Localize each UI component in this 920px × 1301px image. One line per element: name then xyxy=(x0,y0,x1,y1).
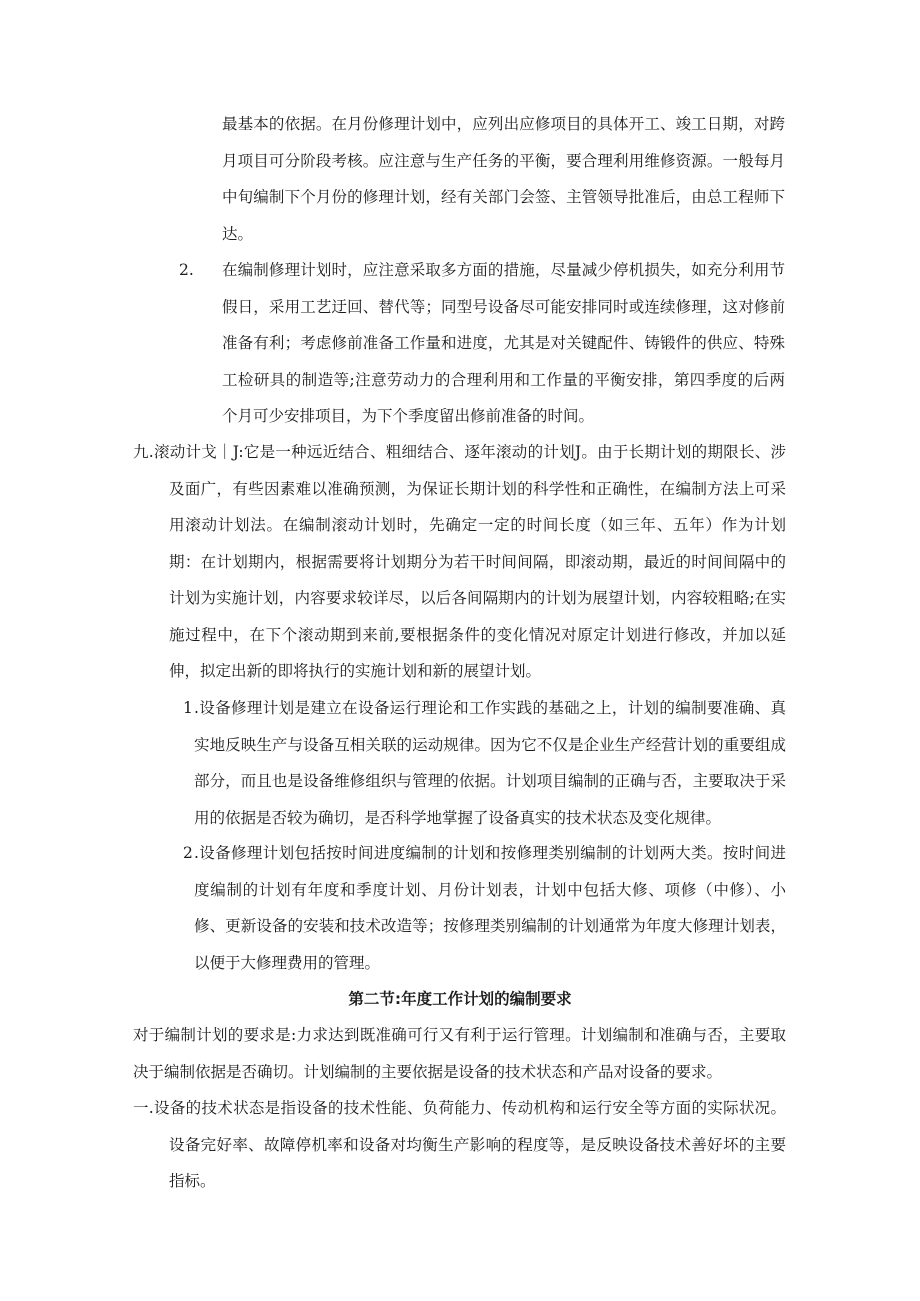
section-nine-paragraph: 九.滚动计戈｜J:它是一种远近结合、粗细结合、逐年滚动的计划J。由于长期计划的期限长、涉及面广，有些因素难以准确预测，为保证长期计划的科学性和正确性，在编制方法上可采用滚动计划法。在编制滚动计划时，先确定一定的时间长度（如三年、五年）作为计划期：在计划期内，根据需要将计划期分为若干时间间隔，即滚动期，最近的时间间隔中的计划为实施计划，内容要求较详尽，以后各间隔期内的计划为展望计划，内容较粗略;在实施过程中，在下个滚动期到来前,要根据条件的变化情况对原定计划进行修改，并加以延伸，拟定出新的即将执行的实施计划和新的展望计划。 xyxy=(133,443,786,680)
point-marker-1: 1 xyxy=(183,699,193,717)
list-item-2-text: 在编制修理计划时，应注意采取多方面的措施，尽量减少停机损失，如充分利用节假日，采用工艺迂回、替代等；同型号设备尽可能安排同时或连续修理，这对修前准备有利；考虑修前准备工作量和进度，尤其是对关键配件、铸锻件的供应、特殊工检研具的制造等;注意劳动力的合理利用和工作量的平衡安排，第四季度的后两个月可少安排项目，为下个季度留出修前准备的时间。 xyxy=(222,261,785,425)
list-marker-2: 2. xyxy=(179,261,194,279)
point-marker-2: 2 xyxy=(183,844,193,862)
section-heading: 第二节:年度工作计划的编制要求 xyxy=(348,990,572,1008)
section-intro-paragraph: 对于编制计划的要求是:力求达到既准确可行又有利于运行管理。计划编制和准确与否，主要取决于编制依据是否确切。计划编制的主要依据是设备的技术状态和产品对设备的要求。 xyxy=(133,1026,786,1081)
section-item-1-paragraph: 一.设备的技术状态是指设备的技术性能、负荷能力、传动机构和运行安全等方面的实际状况。设备完好率、故障停机率和设备对均衡生产影响的程度等，是反映设备技术善好坏的主要指标。 xyxy=(133,1099,786,1190)
point-1-text: .设备修理计划是建立在设备运行理论和工作实践的基础之上，计划的编制要准确、真实地反映生产与设备互相关联的运动规律。因为它不仅是企业生产经营计划的重要组成部分，而且也是设备维修组织与管理的依据。计划项目编制的正确与否，主要取决于采用的依据是否较为确切，是否科学地掌握了设备真实的技术状态及变化规律。 xyxy=(194,699,786,827)
continuation-paragraph: 最基本的依据。在月份修理计划中，应列出应修项目的具体开工、竣工日期，对跨月项目可分阶段考核。应注意与生产任务的平衡，要合理利用维修资源。一般每月中旬编制下个月份的修理计划，经有关部门会签、主管领导批准后，由总工程师下达。 xyxy=(222,115,785,243)
point-2-text: .设备修理计划包括按时间进度编制的计划和按修理类别编制的计划两大类。按时间进度编制的计划有年度和季度计划、月份计划表，计划中包括大修、项修（中修）、小修、更新设备的安装和技术改造等；按修理类别编制的计划通常为年度大修理计划表，以便于大修理费用的管理。 xyxy=(194,844,786,972)
